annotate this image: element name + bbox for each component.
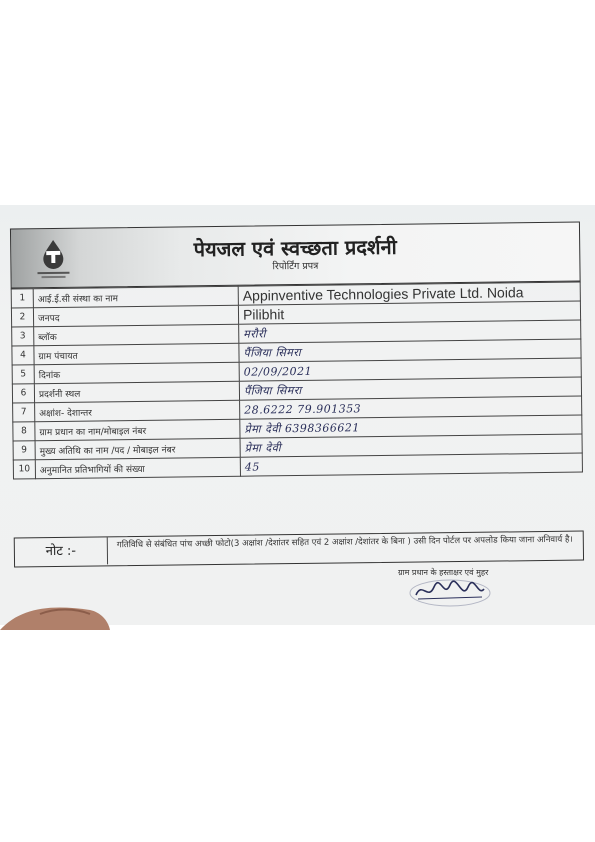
finger-edge-shadow — [0, 600, 110, 630]
row-label: दिनांक — [34, 362, 239, 384]
row-label: ग्राम पंचायत — [34, 343, 239, 365]
row-label: आई.ई.सी संस्था का नाम — [33, 286, 238, 308]
row-label: अनुमानित प्रतिभागियों की संख्या — [35, 457, 240, 479]
row-label: ग्राम प्रधान का नाम/मोबाइल नंबर — [35, 419, 240, 441]
form-header — [10, 222, 581, 289]
note-label: नोट :- — [15, 537, 108, 565]
signature-stamp-icon — [404, 575, 494, 609]
details-table — [11, 282, 583, 480]
row-label: जनपद — [33, 305, 238, 327]
row-number: 8 — [13, 422, 35, 441]
row-label: मुख्य अतिथि का नाम /पद / मोबाइल नंबर — [35, 438, 240, 460]
row-number: 1 — [11, 289, 33, 308]
row-value-handwritten: प्रेमा देवी — [240, 434, 582, 457]
row-value-handwritten: 45 — [240, 453, 582, 476]
row-value-handwritten: पैंजिया सिमरा — [239, 339, 581, 362]
form-subtitle: रिपोर्टिंग प्रपत्र — [272, 260, 319, 273]
reporting-form — [10, 222, 586, 569]
row-value: Pilibhit — [238, 301, 580, 324]
row-number: 7 — [13, 403, 35, 422]
form-title: पेयजल एवं स्वच्छता प्रदर्शनी — [193, 234, 397, 262]
row-label: प्रदर्शनी स्थल — [34, 381, 239, 403]
row-label: अक्षांश- देशान्तर — [35, 400, 240, 422]
row-number: 9 — [13, 441, 35, 460]
row-value-handwritten: 02/09/2021 — [239, 358, 581, 381]
row-number: 4 — [12, 346, 34, 365]
row-number: 5 — [12, 365, 34, 384]
row-number: 3 — [12, 327, 34, 346]
note-box — [14, 531, 584, 568]
row-value-handwritten: प्रेमा देवी 6398366621 — [240, 415, 582, 438]
row-label: ब्लॉक — [34, 324, 239, 346]
row-number: 2 — [11, 308, 33, 327]
row-value-handwritten: 28.6222 79.901353 — [240, 396, 582, 419]
row-value-handwritten: मरौरी — [239, 320, 581, 343]
note-text: गतिविधि से संबंधित पांच अच्छी फोटो(3 अक्षांश /देशांतर सहित एवं 2 अक्षांश /देशांतर के बिना ) उसी दिन पोर्टल पर अपलोड किया जाना अनिवार्य है। — [116, 534, 573, 551]
signature-caption: ग्राम प्रधान के हस्ताक्षर एवं मुहर — [398, 568, 489, 577]
row-number: 10 — [13, 460, 35, 479]
row-value-handwritten: पैंजिया सिमरा — [239, 377, 581, 400]
row-number: 6 — [12, 384, 34, 403]
row-value: Appinventive Technologies Private Ltd. Noida — [238, 282, 580, 305]
